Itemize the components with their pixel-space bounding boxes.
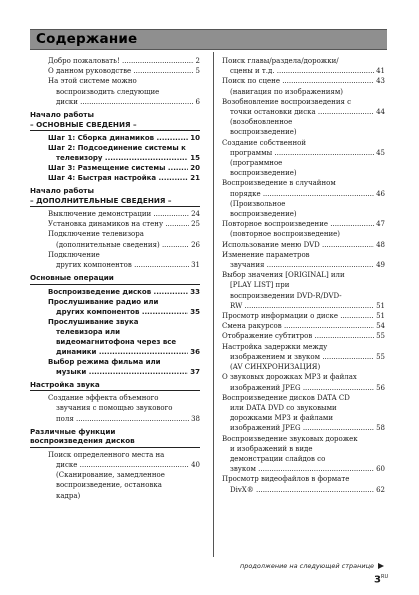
toc-page-number: 56 (376, 383, 385, 392)
toc-entry[interactable] (222, 342, 385, 373)
toc-entry[interactable] (48, 76, 200, 107)
toc-entry[interactable] (222, 474, 385, 494)
toc-entry-text: звучания с помощью звукового (56, 404, 173, 413)
section-heading (30, 427, 200, 448)
toc-entry-text: Использование меню DVD ..... (222, 240, 374, 250)
toc-entry-text: изображением и звуком ..... (230, 352, 374, 362)
section-heading-line: Начало работы (30, 186, 94, 196)
toc-entry-text: RW ..... (230, 301, 374, 311)
section-heading-line: Настройка звука (30, 379, 100, 389)
toc-entry-text: программы ..... (230, 148, 374, 158)
toc-page-number: 48 (376, 240, 385, 249)
toc-entry-note: (AV СИНХРОНИЗАЦИЯ) (230, 363, 321, 372)
toc-entry-text: О данном руководстве ..... (48, 66, 194, 76)
section-heading-line: – ДОПОЛНИТЕЛЬНЫЕ СВЕДЕНИЯ – (30, 195, 172, 205)
toc-page-number: 15 (190, 154, 200, 163)
toc-entry-text: дорожками MP3 и файлами (230, 414, 334, 423)
continued-note (240, 562, 384, 570)
arrow-right-icon (378, 563, 384, 569)
toc-entry[interactable] (48, 133, 200, 143)
toc-entry-note: воспроизведение, остановка (56, 481, 162, 490)
toc-entry-text: точки остановки диска ..... (230, 107, 374, 117)
toc-entry-text: диске ..... (56, 460, 189, 470)
toc-entry-note: (Произвольное (230, 199, 286, 208)
page-lang: RU (380, 574, 389, 580)
toc-entry-text: Поиск определенного места на (48, 450, 165, 459)
toc-page-number: 20 (190, 164, 200, 173)
toc-entry-text: других компонентов ..... (56, 307, 188, 317)
toc-entry-text: Подключение телевизора (48, 230, 144, 239)
toc-entry-note: (программное (230, 159, 283, 168)
toc-entry-text: видеомагнитофона через все (56, 337, 177, 346)
toc-page-number: 41 (376, 67, 385, 76)
toc-entry-text: демонстрации слайдов со (230, 454, 326, 463)
toc-entry-text: О звуковых дорожках MP3 и файлах (222, 373, 357, 382)
section-heading (30, 380, 200, 392)
toc-entry-text: Подключение (48, 250, 100, 259)
toc-page-number: 35 (190, 307, 200, 316)
toc-entry[interactable] (222, 56, 385, 76)
toc-entry[interactable] (222, 321, 385, 331)
toc-entry-note: (навигация по изображениям) (230, 87, 344, 96)
toc-entry-text: воспроизведении DVD-R/DVD- (230, 291, 342, 300)
toc-entry-text: динамики ..... (56, 347, 188, 357)
section-heading-line: воспроизведения дисков (30, 436, 135, 446)
toc-page-number: 51 (376, 312, 385, 321)
toc-page-number: 62 (376, 485, 385, 494)
toc-entry[interactable] (48, 229, 200, 249)
toc-entry-text: диски ..... (56, 97, 194, 107)
toc-entry-text: На этой системе можно (48, 77, 137, 86)
toc-page-number: 46 (376, 189, 385, 198)
toc-entry-text: Шаг 3: Размещение системы ..... (48, 163, 188, 173)
toc-page-number: 33 (190, 287, 200, 296)
toc-entry-text: звуком ..... (230, 464, 374, 474)
section-heading (30, 110, 200, 131)
toc-entry-text: [PLAY LIST] при (230, 281, 290, 290)
toc-entry-text: Выключение демонстрации ..... (48, 209, 189, 219)
toc-entry[interactable] (222, 97, 385, 138)
toc-entry-text: изображений JPEG ..... (230, 383, 374, 393)
toc-entry-note: (возобновленное (230, 118, 293, 127)
toc-entry[interactable] (222, 250, 385, 270)
toc-page-number: 55 (376, 332, 385, 341)
toc-entry-note: (Сканирование, замедленное (56, 471, 165, 480)
toc-page-number: 31 (191, 261, 200, 270)
toc-entry-text: Шаг 4: Быстрая настройка ..... (48, 173, 188, 183)
toc-entry-note: кадра) (56, 491, 81, 500)
toc-entry-text: телевизору ..... (56, 153, 188, 163)
toc-entry-text: и изображений в виде (230, 444, 313, 453)
toc-entry[interactable] (48, 450, 200, 501)
toc-entry-text: музыки ..... (56, 367, 188, 377)
toc-entry-text: Создание собственной (222, 138, 307, 147)
toc-entry[interactable] (222, 311, 385, 321)
toc-page-number: 40 (191, 461, 200, 470)
toc-entry-text: Поиск главы/раздела/дорожки/ (222, 57, 339, 65)
toc-page-number: 5 (195, 67, 200, 76)
toc-page-number: 54 (376, 322, 385, 331)
toc-page-number: 21 (190, 174, 200, 183)
toc-entry-text: изображений JPEG ..... (230, 423, 374, 433)
toc-entry[interactable] (48, 393, 200, 424)
toc-page-number: 49 (376, 261, 385, 270)
title-banner (30, 29, 387, 50)
toc-entry-text: Воспроизведение звуковых дорожек (222, 434, 358, 443)
toc-entry-text: воспроизводить следующие (56, 87, 160, 96)
toc-page-number: 24 (191, 210, 200, 219)
toc-entry[interactable] (222, 219, 385, 239)
toc-entry[interactable] (222, 178, 385, 219)
toc-entry-text: Прослушивание радио или (48, 297, 159, 306)
toc-page-number: 43 (376, 77, 385, 86)
toc-entry[interactable] (48, 297, 200, 317)
toc-entry-text: Прослушивание звука (48, 317, 139, 326)
toc-entry[interactable] (48, 209, 200, 219)
toc-entry-text: или DATA DVD со звуковыми (230, 403, 337, 412)
toc-page-number: 6 (195, 97, 200, 106)
toc-entry-text: Настройка задержки между (222, 342, 328, 351)
section-heading (30, 186, 200, 207)
toc-entry[interactable] (222, 270, 385, 311)
toc-entry[interactable] (48, 219, 200, 229)
toc-entry-text: Просмотр информации о диске ..... (222, 311, 374, 321)
toc-entry-text: поля ..... (56, 414, 189, 424)
toc-entry-text: телевизора или (56, 327, 120, 336)
toc-entry[interactable] (222, 76, 385, 96)
toc-entry[interactable] (48, 317, 200, 357)
toc-entry[interactable] (48, 287, 200, 297)
toc-page-number: 60 (376, 465, 385, 474)
toc-page-number: 36 (190, 347, 200, 356)
toc-entry-text: Выбор режима фильма или (48, 357, 161, 366)
toc-entry[interactable] (48, 173, 200, 183)
toc-entry[interactable] (48, 56, 200, 66)
toc-entry[interactable] (222, 138, 385, 179)
toc-entry-text: Отображение субтитров ..... (222, 331, 374, 341)
toc-entry-text: Смена ракурсов ..... (222, 321, 374, 331)
toc-entry-text: других компонентов ..... (56, 260, 189, 270)
right-column (222, 56, 385, 495)
toc-entry-text: Добро пожаловать! ..... (48, 56, 194, 66)
page-number (374, 574, 388, 585)
toc-page-number: 37 (190, 367, 200, 376)
toc-entry[interactable] (222, 372, 385, 392)
toc-entry-text: Создание эффекта объемного (48, 394, 159, 403)
toc-page-number: 51 (376, 301, 385, 310)
toc-entry-text: (дополнительные сведения) ..... (56, 240, 189, 250)
toc-entry[interactable] (48, 143, 200, 163)
toc-entry-note: (повторное воспроизведение) (230, 230, 341, 239)
toc-entry-text: Возобновление воспроизведения с (222, 97, 352, 106)
page-number-value: 3 (374, 574, 381, 586)
toc-entry-text: Воспроизведение в случайном (222, 179, 336, 188)
toc-page-number: 26 (191, 240, 200, 249)
toc-entry-text: Шаг 2: Подсоединение системы к (48, 144, 186, 153)
left-column (30, 56, 200, 501)
toc-page-number: 45 (376, 148, 385, 157)
toc-page-number: 47 (376, 220, 385, 229)
toc-page-number: 55 (376, 352, 385, 361)
toc-entry[interactable] (48, 250, 200, 270)
toc-entry-text: Выбор значения [ORIGINAL] или (222, 271, 345, 280)
section-heading-line: Основные операции (30, 273, 114, 283)
toc-entry-text: Воспроизведение дисков DATA CD (222, 393, 350, 402)
continued-text: продолжение на следующей странице (240, 562, 374, 570)
toc-entry[interactable] (222, 331, 385, 341)
toc-entry-text: Поиск по сцене ..... (222, 76, 374, 86)
toc-entry-note: воспроизведение) (230, 128, 297, 137)
toc-entry-text: сцены и т.д. ..... (230, 66, 374, 76)
toc-entry-text: порядке ..... (230, 189, 374, 199)
toc-page-number: 58 (376, 424, 385, 433)
toc-page-number: 38 (191, 414, 200, 423)
section-heading-line: Различные функции (30, 426, 116, 436)
toc-entry-text: Изменение параметров (222, 250, 310, 259)
toc-entry-note: воспроизведение) (230, 169, 297, 178)
page-title: Содержание (36, 31, 138, 47)
section-heading-line: Начало работы (30, 110, 94, 120)
toc-entry-text: Повторное воспроизведение ..... (222, 219, 374, 229)
toc-entry-text: Установка динамиков на стену ..... (48, 219, 189, 229)
section-heading-line: – ОСНОВНЫЕ СВЕДЕНИЯ – (30, 119, 137, 129)
toc-page-number: 2 (195, 57, 200, 65)
toc-entry[interactable] (222, 434, 385, 475)
toc-entry-text: Шаг 1: Сборка динамиков ..... (48, 133, 188, 143)
toc-entry[interactable] (222, 240, 385, 250)
toc-entry[interactable] (48, 357, 200, 377)
toc-entry[interactable] (48, 66, 200, 76)
toc-entry[interactable] (222, 393, 385, 434)
toc-page-number: 25 (191, 220, 200, 229)
toc-entry-note: воспроизведение) (230, 210, 297, 219)
toc-entry-text: звучания ..... (230, 260, 374, 270)
section-heading (30, 273, 200, 285)
column-divider (213, 52, 214, 557)
toc-entry-text: Воспроизведение дисков ..... (48, 287, 188, 297)
toc-page-number: 10 (190, 134, 200, 143)
toc-entry-text: Просмотр видеофайлов в формате (222, 475, 350, 484)
toc-entry[interactable] (48, 163, 200, 173)
toc-page-number: 44 (376, 108, 385, 117)
toc-entry-text: DivX® ..... (230, 485, 374, 495)
